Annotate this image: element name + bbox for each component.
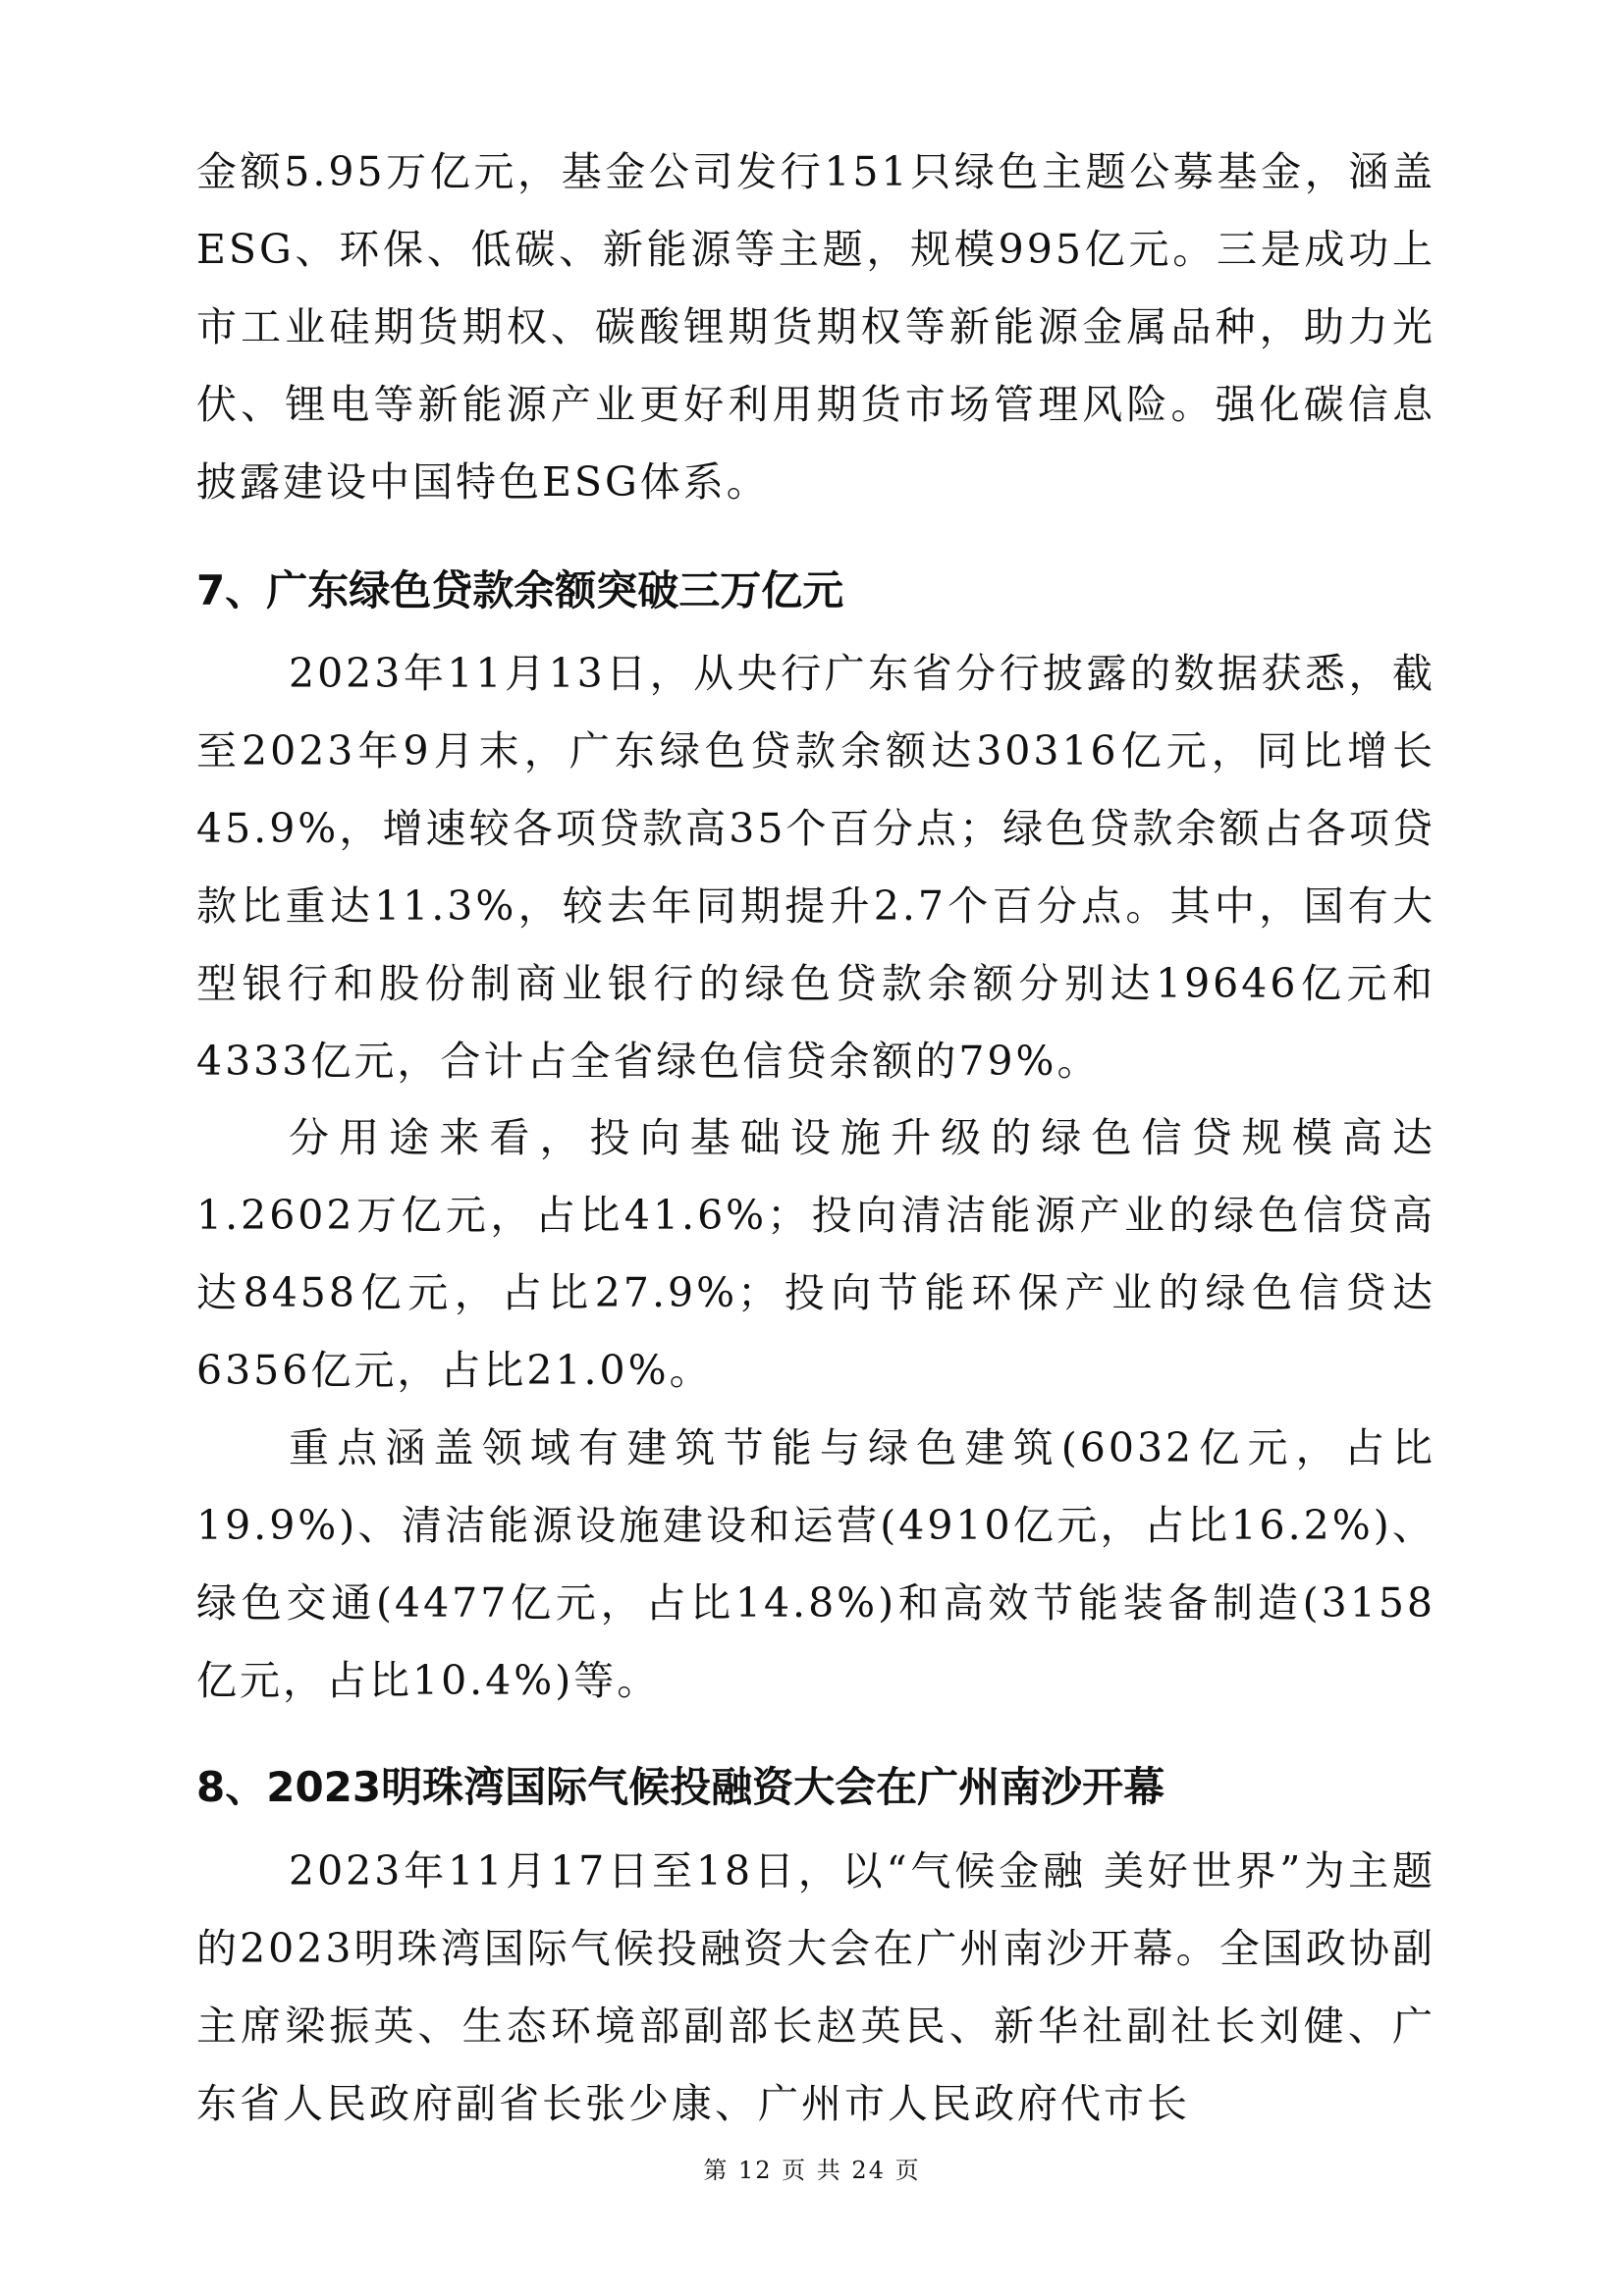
section-7-paragraph-2: 分用途来看，投向基础设施升级的绿色信贷规模高达1.2602万亿元，占比41.6%；投向清洁能源产业的绿色信贷高达8458亿元，占比27.9%；投向节能环保产业的绿色信贷达6356亿元，占比21.0%。 bbox=[196, 1114, 1435, 1394]
continued-paragraph: 金额5.95万亿元，基金公司发行151只绿色主题公募基金，涵盖ESG、环保、低碳、新能源等主题，规模995亿元。三是成功上市工业硅期货期权、碳酸锂期货期权等新能源金属品种，助力光伏、锂电等新能源产业更好利用期货市场管理风险。强化碳信息披露建设中国特色ESG体系。 bbox=[196, 148, 1435, 506]
section-8-paragraph-1: 2023年11月17日至18日，以“气候金融 美好世界”为主题的2023明珠湾国际气候投融资大会在广州南沙开幕。全国政协副主席梁振英、生态环境部副部长赵英民、新华社副社长刘健、广东省人民政府副省长张少康、广州市人民政府代市长 bbox=[196, 1847, 1435, 2127]
section-7-paragraph-1: 2023年11月13日，从央行广东省分行披露的数据获悉，截至2023年9月末，广东绿色贷款余额达30316亿元，同比增长45.9%，增速较各项贷款高35个百分点；绿色贷款余额占各项贷款比重达11.3%，较去年同期提升2.7个百分点。其中，国有大型银行和股份制商业银行的绿色贷款余额分别达19646亿元和4333亿元，合计占全省绿色信贷余额的79%。 bbox=[196, 650, 1435, 1085]
section-7-heading: 7、广东绿色贷款余额突破三万亿元 bbox=[196, 566, 844, 614]
section-8-heading: 8、2023明珠湾国际气候投融资大会在广州南沙开幕 bbox=[196, 1763, 1165, 1811]
page-number-footer: 第 12 页 共 24 页 bbox=[703, 2157, 921, 2184]
section-7-paragraph-3: 重点涵盖领域有建筑节能与绿色建筑(6032亿元，占比19.9%)、清洁能源设施建设和运营(4910亿元，占比16.2%)、绿色交通(4477亿元，占比14.8%)和高效节能装备制造(3158亿元，占比10.4%)等。 bbox=[196, 1424, 1435, 1704]
